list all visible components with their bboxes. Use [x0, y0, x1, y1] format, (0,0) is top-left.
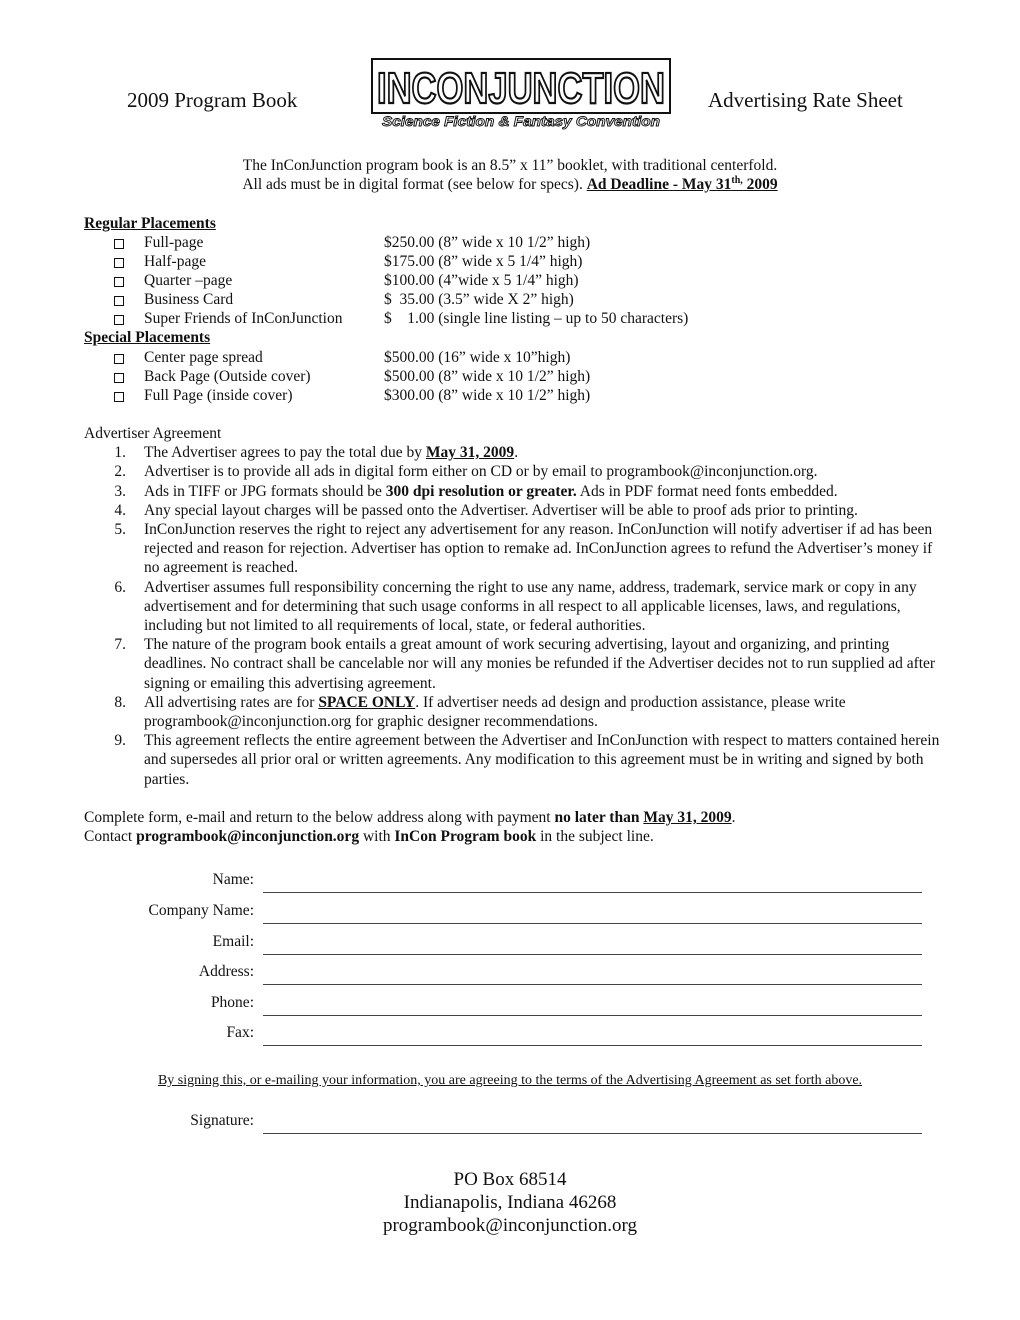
checkbox[interactable] [114, 258, 124, 268]
checkbox[interactable] [114, 277, 124, 287]
name-field[interactable]: Name: [0, 870, 1020, 900]
consent-statement: By signing this, or e-mailing your information, you are agreeing to the terms of the Advertising Agreement as set forth above. [157, 1073, 863, 1088]
ad-deadline: Ad Deadline - May $31^{th,}$ 2009 [586, 174, 778, 193]
address-po-box: PO Box 68514 [453, 1169, 567, 1190]
agreement-item: 6. Advertiser assumes full responsibility concerning the right to use any name, address, trademark, service mark or copy in any advertisement and for determining that such usage conforms in all respect to all applicable licenses, laws, and regulations, including but not limited to all requirements of local, state, or federal authorities. [114, 578, 917, 635]
contact-email: programbook@inconjunction.org [136, 828, 360, 845]
placement-row[interactable]: Full-page $250.00 (8” wide x 10 1/2” high) [0, 233, 1020, 252]
agreement-item: 5. InConJunction reserves the right to reject any advertisement for any reason. InConJunction will notify advertiser if ad has been rejected and reason for rejection. Advertiser has option to remake ad. InConJunction agrees to refund the Advertiser’s money if no agreement is reached. [114, 521, 933, 577]
email-field[interactable]: Email: [0, 932, 1020, 962]
address-email: programbook@inconjunction.org [382, 1215, 638, 1236]
agreement-item: 7. The nature of the program book entails a great amount of work securing advertising, layout and organizing, and printing deadlines. No contract shall be cancelable nor will any monies be refunded if the Advertiser decides not to run supplied ad after signing or emailing this advertising agreement. [114, 636, 936, 692]
intro-format-note: All ads must be in digital format (see below for specs). [242, 176, 587, 193]
checkbox[interactable] [114, 315, 124, 325]
svg-text:Science Fiction & Fantasy Conv: Science Fiction & Fantasy Convention [382, 113, 660, 129]
regular-placements-heading: Regular Placements [84, 215, 216, 232]
completion-instructions: Complete form, e-mail and return to the below address along with payment no later than May 31, 2009. [84, 809, 736, 826]
checkbox[interactable] [114, 296, 124, 306]
agreement-item: 3. Ads in TIFF or JPG formats should be 300 dpi resolution or greater. Ads in PDF format need fonts embedded. [114, 482, 838, 500]
phone-input-line[interactable] [263, 1015, 922, 1016]
checkbox[interactable] [114, 373, 124, 383]
agreement-list [84, 443, 944, 789]
contact-instructions: Contact programbook@inconjunction.org with InCon Program book in the subject line. [84, 828, 654, 845]
agreement-item: 8. All advertising rates are for SPACE ONLY. If advertiser needs ad design and production assistance, please write programbook@inconjunction.org for graphic designer recommendations. [114, 693, 846, 731]
placement-row[interactable]: Business Card $ 35.00 (3.5” wide X 2” high) [0, 290, 1020, 309]
signature-field[interactable]: Signature: [0, 1111, 1020, 1141]
placement-row[interactable]: Full Page (inside cover) $300.00 (8” wide x 10 1/2” high) [0, 386, 1020, 405]
agreement-heading: Advertiser Agreement [84, 425, 222, 442]
placement-row[interactable]: Quarter –page $100.00 (4”wide x 5 1/4” high) [0, 271, 1020, 290]
inconjunction-logo [368, 56, 674, 132]
header-right-title: Advertising Rate Sheet [708, 88, 903, 112]
header-left-title: 2009 Program Book [127, 88, 298, 112]
phone-field[interactable]: Phone: [0, 993, 1020, 1023]
checkbox[interactable] [114, 354, 124, 364]
name-input-line[interactable] [263, 892, 922, 893]
svg-text:INCONJUNCTION: INCONJUNCTION [377, 64, 665, 113]
placement-row[interactable]: Back Page (Outside cover) $500.00 (8” wide x 10 1/2” high) [0, 367, 1020, 386]
address-input-line[interactable] [263, 984, 922, 985]
special-placements-heading: Special Placements [84, 329, 211, 346]
agreement-item: 4. Any special layout charges will be passed onto the Advertiser. Advertiser will be able to proof ads prior to printing. [114, 501, 858, 519]
fax-field[interactable]: Fax: [0, 1023, 1020, 1053]
checkbox[interactable] [114, 392, 124, 402]
company-name-field[interactable]: Company Name: [0, 901, 1020, 931]
fax-input-line[interactable] [263, 1045, 922, 1046]
signature-input-line[interactable] [263, 1133, 922, 1134]
intro-line-2 [0, 175, 1020, 194]
intro-line-1: The InConJunction program book is an 8.5” x 11” booklet, with traditional centerfold. [242, 157, 778, 174]
address-city: Indianapolis, Indiana 46268 [403, 1192, 617, 1213]
email-input-line[interactable] [263, 954, 922, 955]
agreement-item: 9. This agreement reflects the entire agreement between the Advertiser and InConJunction with respect to matters contained herein and supersedes all prior oral or written agreements. Any modification to this agreement must be in writing and signed by both parties. [114, 732, 940, 788]
advertiser-agreement [84, 424, 944, 789]
agreement-item: 2. Advertiser is to provide all ads in digital form either on CD or by email to programbook@inconjunction.org. [114, 463, 818, 481]
placement-row[interactable]: Half-page $175.00 (8” wide x 5 1/4” high) [0, 252, 1020, 271]
address-field[interactable]: Address: [0, 962, 1020, 992]
placement-row[interactable]: Center page spread $500.00 (16” wide x 10”high) [0, 348, 1020, 367]
placement-row[interactable]: Super Friends of InConJunction $ 1.00 (single line listing – up to 50 characters) [0, 309, 1020, 328]
agreement-item: 1. The Advertiser agrees to pay the total due by May 31, 2009. [114, 444, 519, 462]
checkbox[interactable] [114, 239, 124, 249]
company-name-input-line[interactable] [263, 923, 922, 924]
